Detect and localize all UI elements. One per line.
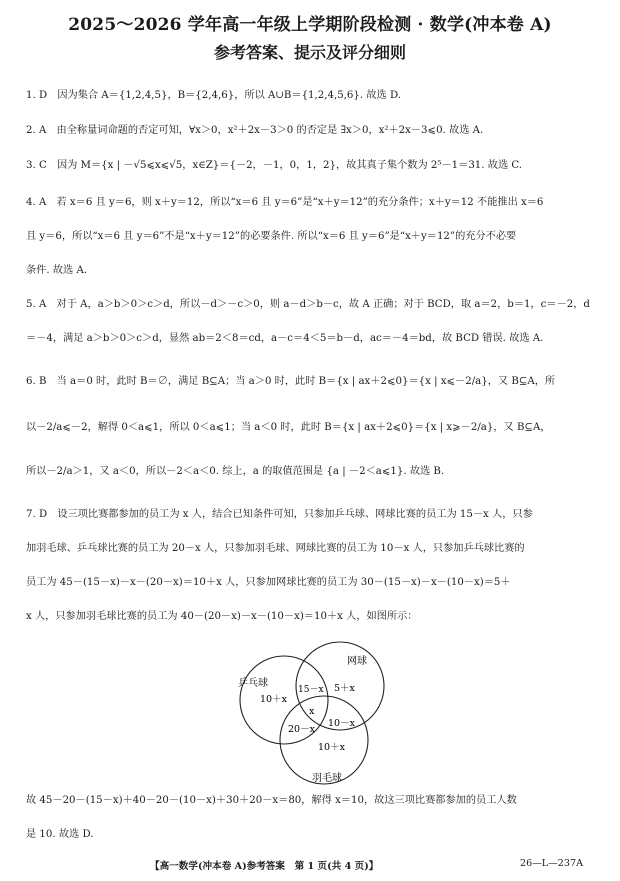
answer-4-line-1: 4. A 若 x＝6 且 y＝6，则 x＋y＝12，所以“x＝6 且 y＝6”是“x＋y＝12”的充分条件；x＋y＝12 不能推出 x＝6 — [26, 197, 544, 208]
pingpong-tennis-value: 15－x — [298, 685, 324, 695]
pingpong-label: 乒乓球 — [238, 678, 268, 689]
answer-1-line: 1. D 因为集合 A＝{1,2,4,5}，B＝{2,4,6}，所以 A∪B＝{1,2,4,5,6}. 故选 D. — [26, 90, 402, 101]
answer-6-line-3: 所以－2/a＞1，又 a＜0，所以－2＜a＜0. 综上，a 的取值范围是 {a | －2＜a⩽1}. 故选 B. — [26, 466, 445, 477]
answer-7-line-2: 加羽毛球、乒乓球比赛的员工为 20－x 人，只参加羽毛球、网球比赛的员工为 10－x 人，只参加乒乓球比赛的 — [26, 543, 525, 554]
only-badminton-value: 10＋x — [318, 742, 345, 753]
answer-7-line-3: 员工为 45－(15－x)－x－(20－x)＝10＋x 人，只参加网球比赛的员工为 30－(15－x)－x－(10－x)＝5＋ — [26, 577, 511, 588]
center-value: x — [309, 706, 315, 717]
tennis-label: 网球 — [347, 656, 367, 667]
answer-3-line: 3. C 因为 M＝{x | －√5⩽x⩽√5，x∈Z}＝{－2，－1，0，1，2}，故其真子集个数为 2⁵－1＝31. 故选 C. — [26, 160, 523, 171]
answer-5-line-1: 5. A 对于 A，a＞b＞0＞c＞d，所以－d＞－c＞0，则 a－d＞b－c，故 A 正确；对于 BCD，取 a＝2，b＝1，c＝－2，d — [26, 299, 590, 310]
document-code: 26—L—237A — [520, 858, 584, 869]
answer-7-line-6: 是 10. 故选 D. — [26, 829, 94, 840]
answer-2-line: 2. A 由全称量词命题的否定可知，∀x＞0，x²＋2x－3＞0 的否定是 ∃x＞0，x²＋2x－3⩽0. 故选 A. — [26, 125, 484, 136]
badminton-label: 羽毛球 — [312, 773, 342, 784]
venn-diagram — [230, 636, 400, 786]
answer-7-line-1: 7. D 设三项比赛都参加的员工为 x 人，结合已知条件可知，只参加乒乓球、网球比赛的员工为 15－x 人，只参 — [26, 509, 533, 520]
answer-6-line-1: 6. B 当 a＝0 时，此时 B＝∅，满足 B⊆A；当 a＞0 时，此时 B＝{x | ax＋2⩽0}＝{x | x⩽－2/a}，又 B⊆A，所 — [26, 376, 556, 387]
pingpong-badminton-value: 20－x — [288, 724, 315, 735]
tennis-badminton-value: 10－x — [328, 718, 355, 729]
page-footer: 【高一数学(冲本卷 A)参考答案 第 1 页(共 4 页)】 — [150, 861, 379, 872]
badminton-circle — [280, 696, 368, 784]
answer-6-line-2: 以－2/a⩽－2，解得 0＜a⩽1，所以 0＜a⩽1；当 a＜0 时，此时 B＝{x | ax＋2⩽0}＝{x | x⩾－2/a}，又 B⊆A， — [26, 422, 551, 433]
answer-5-line-2: ＝－4，满足 a＞b＞0＞c＞d，显然 ab＝2＜8＝cd，a－c＝4＜5＝b－d，ac＝－4＝bd，故 BCD 错误. 故选 A. — [26, 333, 544, 344]
answer-7-line-5: 故 45－20－(15－x)＋40－20－(10－x)＋30＋20－x＝80，解得 x＝10，故这三项比赛都参加的员工人数 — [26, 795, 517, 806]
answer-4-line-3: 条件. 故选 A. — [26, 265, 88, 276]
only-pingpong-value: 10＋x — [260, 694, 287, 705]
answer-4-line-2: 且 y＝6，所以“x＝6 且 y＝6”不是“x＋y＝12”的必要条件. 所以“x＝6 且 y＝6”是“x＋y＝12”的充分不必要 — [26, 231, 517, 242]
answer-7-line-4: x 人，只参加羽毛球比赛的员工为 40－(20－x)－x－(10－x)＝10＋x 人，如图所示： — [26, 611, 418, 622]
document-title: 2025～2026 学年高一年级上学期阶段检测 · 数学(冲本卷 A) — [68, 15, 552, 35]
document-subtitle: 参考答案、提示及评分细则 — [213, 43, 406, 62]
only-tennis-value: 5＋x — [334, 683, 355, 694]
